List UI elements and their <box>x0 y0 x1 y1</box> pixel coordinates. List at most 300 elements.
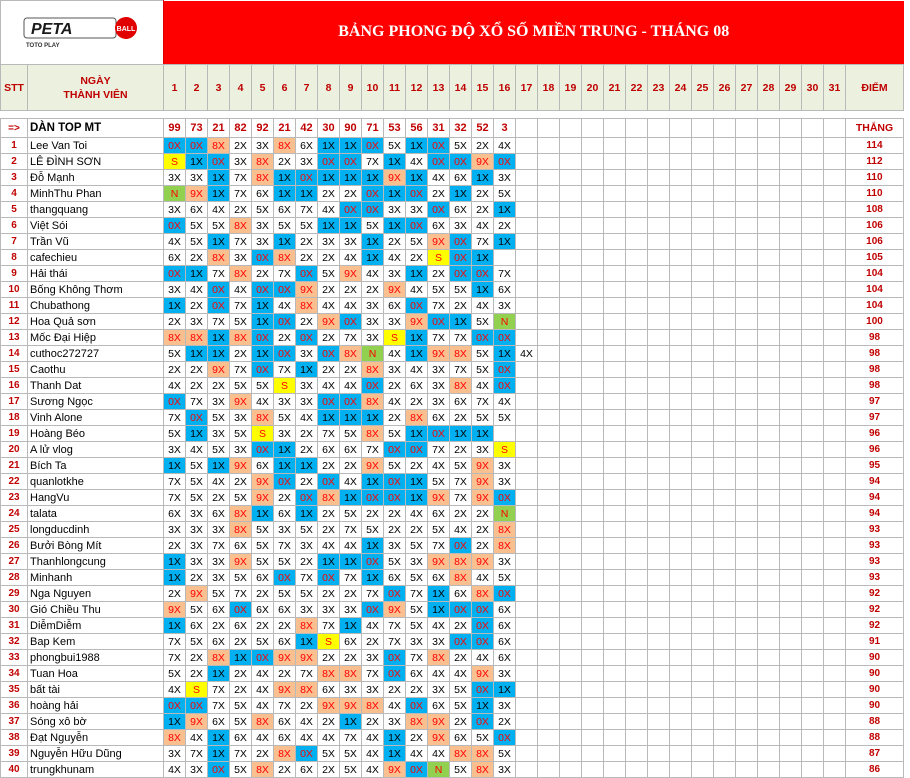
day-cell <box>824 378 846 394</box>
top-value-day-17 <box>516 119 538 138</box>
day-cell: 3X <box>252 138 274 154</box>
day-cell <box>714 570 736 586</box>
day-cell <box>714 186 736 202</box>
day-cell: 7X <box>362 154 384 170</box>
day-cell <box>648 378 670 394</box>
day-cell <box>604 666 626 682</box>
day-cell <box>582 538 604 554</box>
day-cell <box>560 634 582 650</box>
member-name: Hoa Quả sơn <box>28 314 164 330</box>
day-cell <box>824 602 846 618</box>
row-stt: 11 <box>1 298 28 314</box>
day-cell: 1X <box>406 490 428 506</box>
day-cell: 0X <box>450 250 472 266</box>
day-cell: 5X <box>230 426 252 442</box>
day-cell <box>802 330 824 346</box>
day-cell: 2X <box>230 202 252 218</box>
day-cell: 0X <box>186 410 208 426</box>
day-cell: 4X <box>494 138 516 154</box>
day-cell: 1X <box>208 234 230 250</box>
day-cell <box>582 298 604 314</box>
day-cell: 6X <box>230 538 252 554</box>
member-points: 86 <box>846 762 904 778</box>
day-cell: 1X <box>494 346 516 362</box>
day-cell: 1X <box>296 458 318 474</box>
day-cell: 2X <box>472 522 494 538</box>
day-cell <box>824 746 846 762</box>
day-cell <box>692 490 714 506</box>
day-cell: 5X <box>296 586 318 602</box>
day-cell <box>538 746 560 762</box>
row-stt: 33 <box>1 650 28 666</box>
day-cell <box>648 346 670 362</box>
day-cell <box>758 682 780 698</box>
day-cell <box>692 138 714 154</box>
day-cell: 5X <box>494 410 516 426</box>
day-cell <box>626 314 648 330</box>
day-cell <box>670 602 692 618</box>
day-cell: 8X <box>406 714 428 730</box>
day-cell <box>714 346 736 362</box>
day-cell: 7X <box>362 666 384 682</box>
day-cell <box>802 634 824 650</box>
day-cell <box>780 186 802 202</box>
day-cell: 0X <box>208 282 230 298</box>
day-cell <box>560 474 582 490</box>
day-cell <box>604 346 626 362</box>
day-cell <box>604 602 626 618</box>
day-cell: 3X <box>428 394 450 410</box>
day-cell: 2X <box>296 474 318 490</box>
day-cell <box>604 394 626 410</box>
day-cell: 2X <box>494 218 516 234</box>
day-cell: 4X <box>494 394 516 410</box>
day-cell: 6X <box>186 618 208 634</box>
day-cell <box>626 346 648 362</box>
day-cell <box>802 394 824 410</box>
day-cell: 9X <box>428 490 450 506</box>
day-cell: 2X <box>450 714 472 730</box>
top-value-day-31 <box>824 119 846 138</box>
day-cell <box>670 218 692 234</box>
day-cell: 2X <box>450 650 472 666</box>
member-points: 90 <box>846 650 904 666</box>
day-cell: 5X <box>406 234 428 250</box>
day-cell <box>670 266 692 282</box>
day-cell: 8X <box>230 522 252 538</box>
day-cell: 1X <box>252 346 274 362</box>
day-cell <box>714 234 736 250</box>
day-cell <box>516 314 538 330</box>
header-day-17: 17 <box>516 65 538 111</box>
day-cell: 1X <box>164 298 186 314</box>
day-cell: 1X <box>450 186 472 202</box>
day-cell <box>648 362 670 378</box>
day-cell: 4X <box>472 218 494 234</box>
day-cell <box>714 266 736 282</box>
day-cell: 8X <box>362 362 384 378</box>
member-name: DiễmDiễm <box>28 618 164 634</box>
day-cell <box>604 522 626 538</box>
member-name: Vinh Alone <box>28 410 164 426</box>
day-cell <box>736 730 758 746</box>
day-cell: 6X <box>340 634 362 650</box>
day-cell: 3X <box>186 522 208 538</box>
member-points: 88 <box>846 730 904 746</box>
table-row <box>1 154 904 170</box>
day-cell: 3X <box>384 202 406 218</box>
table-row <box>1 298 904 314</box>
day-cell: 8X <box>274 138 296 154</box>
day-cell: 0X <box>494 330 516 346</box>
day-cell <box>692 170 714 186</box>
day-cell: 0X <box>472 266 494 282</box>
day-cell: 1X <box>384 186 406 202</box>
day-cell: 8X <box>230 330 252 346</box>
day-cell: 9X <box>186 186 208 202</box>
day-cell <box>736 634 758 650</box>
day-cell: 6X <box>208 634 230 650</box>
day-cell <box>780 234 802 250</box>
table-row <box>1 618 904 634</box>
day-cell: 1X <box>340 410 362 426</box>
day-cell <box>560 554 582 570</box>
table-row <box>1 762 904 778</box>
day-cell: 0X <box>296 170 318 186</box>
day-cell: 7X <box>274 538 296 554</box>
day-cell <box>626 218 648 234</box>
member-name: Đạt Nguyễn <box>28 730 164 746</box>
day-cell <box>670 186 692 202</box>
day-cell: 3X <box>494 458 516 474</box>
day-cell <box>758 554 780 570</box>
day-cell <box>516 474 538 490</box>
day-cell: 1X <box>406 266 428 282</box>
day-cell <box>626 458 648 474</box>
day-cell: S <box>274 378 296 394</box>
day-cell <box>692 426 714 442</box>
day-cell: 5X <box>296 218 318 234</box>
day-cell <box>582 282 604 298</box>
day-cell <box>582 170 604 186</box>
member-points: 108 <box>846 202 904 218</box>
day-cell: 4X <box>164 682 186 698</box>
day-cell <box>516 394 538 410</box>
day-cell: 0X <box>472 634 494 650</box>
day-cell: 7X <box>230 186 252 202</box>
day-cell: 2X <box>384 234 406 250</box>
row-stt: 30 <box>1 602 28 618</box>
day-cell <box>714 282 736 298</box>
day-cell: 5X <box>450 138 472 154</box>
day-cell: 2X <box>450 410 472 426</box>
day-cell: 4X <box>164 234 186 250</box>
day-cell <box>516 570 538 586</box>
day-cell: 0X <box>274 346 296 362</box>
day-cell <box>582 410 604 426</box>
day-cell <box>538 394 560 410</box>
day-cell <box>626 250 648 266</box>
day-cell: 9X <box>428 554 450 570</box>
day-cell: 0X <box>384 474 406 490</box>
day-cell: 1X <box>362 538 384 554</box>
day-cell: 6X <box>208 506 230 522</box>
day-cell: 5X <box>428 522 450 538</box>
day-cell: 5X <box>494 746 516 762</box>
day-cell <box>648 458 670 474</box>
row-stt: 3 <box>1 170 28 186</box>
day-cell: 3X <box>406 554 428 570</box>
day-cell: 3X <box>230 154 252 170</box>
day-cell <box>692 154 714 170</box>
day-cell <box>824 186 846 202</box>
day-cell: 5X <box>428 282 450 298</box>
day-cell <box>648 602 670 618</box>
day-cell: 8X <box>362 426 384 442</box>
day-cell <box>670 586 692 602</box>
day-cell: 7X <box>164 490 186 506</box>
day-cell <box>604 138 626 154</box>
day-cell: 5X <box>252 522 274 538</box>
day-cell: 1X <box>384 154 406 170</box>
day-cell <box>758 426 780 442</box>
day-cell <box>604 506 626 522</box>
day-cell <box>824 762 846 778</box>
day-cell: 5X <box>252 202 274 218</box>
member-name: Hải thái <box>28 266 164 282</box>
row-stt: 8 <box>1 250 28 266</box>
day-cell <box>802 666 824 682</box>
day-cell <box>538 410 560 426</box>
day-cell <box>824 458 846 474</box>
day-cell <box>648 426 670 442</box>
day-cell: 2X <box>340 282 362 298</box>
day-cell: 0X <box>296 266 318 282</box>
day-cell: 1X <box>406 170 428 186</box>
day-cell <box>758 442 780 458</box>
day-cell <box>670 314 692 330</box>
day-cell: 0X <box>450 266 472 282</box>
day-cell <box>604 586 626 602</box>
day-cell: 1X <box>406 426 428 442</box>
day-cell: S <box>494 442 516 458</box>
day-cell <box>692 570 714 586</box>
day-cell: 5X <box>252 634 274 650</box>
day-cell <box>670 426 692 442</box>
day-cell: 1X <box>208 170 230 186</box>
header-day-4: 4 <box>230 65 252 111</box>
table-row <box>1 746 904 762</box>
day-cell <box>824 346 846 362</box>
day-cell <box>802 442 824 458</box>
day-cell <box>626 554 648 570</box>
day-cell <box>626 442 648 458</box>
day-cell <box>670 298 692 314</box>
day-cell: 1X <box>208 666 230 682</box>
day-cell <box>604 186 626 202</box>
table-row <box>1 202 904 218</box>
day-cell: 0X <box>208 154 230 170</box>
day-cell: 9X <box>340 266 362 282</box>
day-cell: 3X <box>208 426 230 442</box>
day-cell: 6X <box>274 202 296 218</box>
day-cell <box>582 362 604 378</box>
day-cell: 2X <box>450 442 472 458</box>
day-cell: 0X <box>186 138 208 154</box>
day-cell: 0X <box>164 394 186 410</box>
day-cell <box>604 442 626 458</box>
day-cell: 5X <box>186 218 208 234</box>
day-cell: 4X <box>450 522 472 538</box>
day-cell: 0X <box>296 490 318 506</box>
day-cell <box>516 506 538 522</box>
day-cell: 5X <box>472 314 494 330</box>
day-cell: 0X <box>428 154 450 170</box>
day-cell: 2X <box>318 650 340 666</box>
table-row <box>1 602 904 618</box>
day-cell: 6X <box>274 714 296 730</box>
day-cell: 6X <box>340 442 362 458</box>
day-cell: 4X <box>340 474 362 490</box>
day-cell: 8X <box>428 650 450 666</box>
day-cell: 6X <box>494 650 516 666</box>
header-day-9: 9 <box>340 65 362 111</box>
day-cell: 8X <box>406 410 428 426</box>
day-cell: 4X <box>186 730 208 746</box>
top-value-day-27 <box>736 119 758 138</box>
member-points: 90 <box>846 666 904 682</box>
day-cell <box>824 250 846 266</box>
row-stt: 21 <box>1 458 28 474</box>
day-cell <box>648 650 670 666</box>
day-cell <box>736 282 758 298</box>
day-cell: 0X <box>164 138 186 154</box>
day-cell: 3X <box>296 394 318 410</box>
day-cell <box>538 714 560 730</box>
day-cell: 1X <box>406 474 428 490</box>
row-stt: 17 <box>1 394 28 410</box>
day-cell: 3X <box>186 314 208 330</box>
day-cell <box>582 426 604 442</box>
day-cell: 0X <box>252 282 274 298</box>
day-cell: 8X <box>252 154 274 170</box>
member-points: 98 <box>846 378 904 394</box>
row-stt: 2 <box>1 154 28 170</box>
day-cell <box>648 634 670 650</box>
day-cell: 3X <box>296 378 318 394</box>
day-cell <box>626 490 648 506</box>
day-cell: 7X <box>428 298 450 314</box>
day-cell <box>648 746 670 762</box>
day-cell: 0X <box>450 234 472 250</box>
day-cell <box>736 378 758 394</box>
day-cell <box>604 250 626 266</box>
day-cell: 4X <box>318 538 340 554</box>
top-value-day-8: 30 <box>318 119 340 138</box>
day-cell: 0X <box>384 650 406 666</box>
day-cell: 6X <box>450 586 472 602</box>
day-cell: 1X <box>450 426 472 442</box>
day-cell <box>648 490 670 506</box>
table-row <box>1 378 904 394</box>
top-value-day-2: 73 <box>186 119 208 138</box>
day-cell <box>670 282 692 298</box>
day-cell <box>670 394 692 410</box>
day-cell: 0X <box>164 218 186 234</box>
member-points: 100 <box>846 314 904 330</box>
day-cell <box>758 154 780 170</box>
day-cell <box>648 442 670 458</box>
day-cell <box>692 682 714 698</box>
day-cell <box>648 730 670 746</box>
day-cell: 1X <box>472 426 494 442</box>
day-cell: 7X <box>164 474 186 490</box>
day-cell: 0X <box>428 426 450 442</box>
table-row <box>1 682 904 698</box>
day-cell <box>758 762 780 778</box>
day-cell <box>780 682 802 698</box>
day-cell: 4X <box>406 506 428 522</box>
day-cell: 7X <box>230 586 252 602</box>
day-cell: 4X <box>230 282 252 298</box>
day-cell: 8X <box>208 138 230 154</box>
member-name: Thanhlongcung <box>28 554 164 570</box>
day-cell <box>670 170 692 186</box>
day-cell: 0X <box>362 202 384 218</box>
day-cell <box>736 154 758 170</box>
header-day-3: 3 <box>208 65 230 111</box>
day-cell <box>560 378 582 394</box>
day-cell: 5X <box>230 714 252 730</box>
member-points: 88 <box>846 714 904 730</box>
day-cell: 5X <box>274 554 296 570</box>
day-cell <box>516 618 538 634</box>
day-cell <box>538 458 560 474</box>
day-cell <box>824 314 846 330</box>
day-cell <box>714 730 736 746</box>
day-cell: 2X <box>428 186 450 202</box>
day-cell: 0X <box>164 266 186 282</box>
day-cell <box>824 442 846 458</box>
day-cell <box>802 698 824 714</box>
day-cell <box>780 202 802 218</box>
day-cell <box>736 522 758 538</box>
day-cell: 5X <box>450 458 472 474</box>
day-cell: 4X <box>428 666 450 682</box>
day-cell <box>626 682 648 698</box>
day-cell <box>516 746 538 762</box>
day-cell: 9X <box>230 394 252 410</box>
day-cell: 2X <box>164 362 186 378</box>
day-cell <box>560 506 582 522</box>
day-cell: 1X <box>252 506 274 522</box>
day-cell <box>780 458 802 474</box>
day-cell <box>604 378 626 394</box>
day-cell: 1X <box>428 586 450 602</box>
day-cell: 3X <box>252 218 274 234</box>
day-cell: 8X <box>340 666 362 682</box>
header-day-8: 8 <box>318 65 340 111</box>
day-cell: 3X <box>472 442 494 458</box>
day-cell <box>758 394 780 410</box>
day-cell: 7X <box>208 538 230 554</box>
day-cell <box>582 522 604 538</box>
day-cell: 0X <box>406 298 428 314</box>
day-cell: 2X <box>296 250 318 266</box>
member-name: hoàng hải <box>28 698 164 714</box>
day-cell: 0X <box>450 538 472 554</box>
member-name: Bưởi Bòng Mít <box>28 538 164 554</box>
